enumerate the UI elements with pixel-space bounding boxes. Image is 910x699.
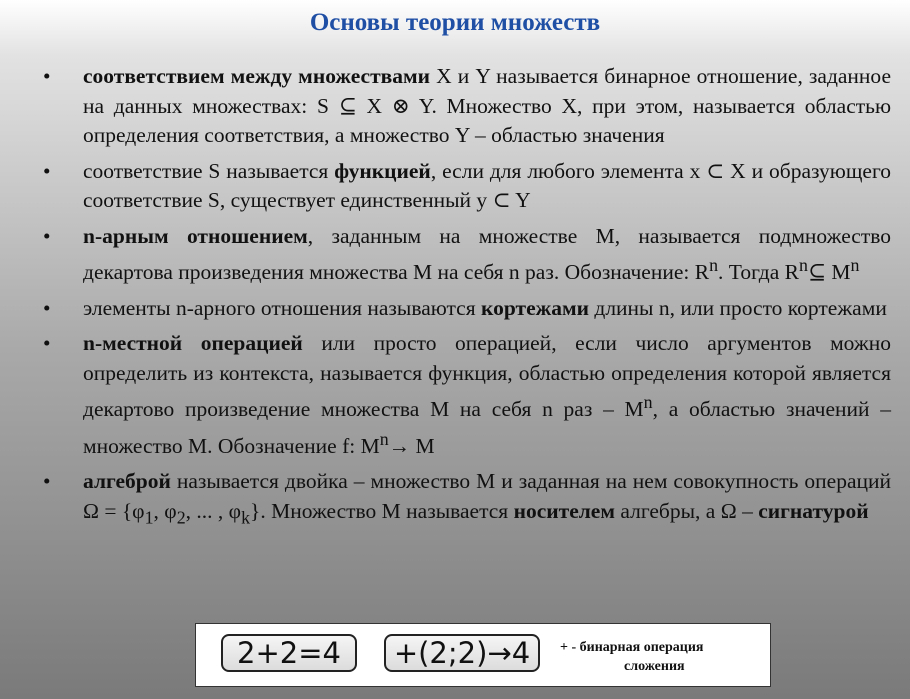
list-item-operation: • n-местной операцией или просто операцией, если число аргументов можно определить из контекста, называется функция, областью определения которой является декартово произведение множества M на себя n раз – $M^n$, а областью значений – множество M. Обозначение f: $M^n\to M$ bbox=[43, 331, 892, 458]
bullet: • bbox=[43, 158, 51, 183]
arrow-symbol: → bbox=[388, 433, 411, 458]
formula-infix: 2+2=4 bbox=[221, 634, 357, 672]
list-item-algebra: • алгеброй называется двойка – множество M и заданная на нем совокупность операций $\Omega = \{\varphi_1$, $\varphi_2$, ... , $\varphi_k$}. Множество M называется носителем алгебры, а Ω – сигнатурой bbox=[43, 469, 891, 528]
example-box bbox=[195, 623, 771, 687]
subset-symbol: ⊂ bbox=[706, 158, 725, 183]
note-line-1: + - бинарная операция bbox=[560, 640, 704, 655]
list-item-correspondence: • соответствием между множествами X и Y называется бинарное отношение, заданное на данных множествах: S ⊆ X ⊗ Y. Множество X, при этом, называется областью определения соответствия, а множество Y – областью значения bbox=[43, 64, 892, 147]
term-algebra: алгеброй bbox=[83, 469, 171, 494]
example-note bbox=[560, 638, 730, 676]
bullet: • bbox=[43, 331, 51, 356]
bullet: • bbox=[43, 295, 51, 320]
bullet: • bbox=[43, 223, 51, 248]
term-correspondence: соответствием между множествами bbox=[83, 64, 431, 88]
note-line-2: сложения bbox=[624, 659, 685, 674]
otimes-symbol: ⊗ bbox=[391, 93, 410, 118]
term-operation: n-местной операцией bbox=[83, 331, 303, 356]
term-tuples: кортежами bbox=[480, 295, 589, 320]
bullet: • bbox=[43, 469, 51, 494]
page-title: Основы теории множеств bbox=[309, 9, 601, 36]
term-function: функцией bbox=[334, 158, 431, 183]
list-item-n-ary-relation: • n-арным отношением, заданным на множестве M, называется подмножество декартова произведения множества M на себя n раз. Обозначение: $R^n$. Тогда $R^n⊆$ $M^n$ bbox=[43, 223, 891, 285]
subset-symbol: ⊂ bbox=[492, 188, 511, 212]
subseteq-symbol: ⊆ bbox=[807, 260, 826, 285]
term-n-ary-relation: n-арным отношением bbox=[83, 223, 308, 248]
formula-prefix: +(2;2)→4 bbox=[384, 634, 540, 672]
term-carrier: носителем bbox=[513, 498, 615, 523]
subseteq-symbol: ⊆ bbox=[338, 93, 357, 118]
list-item-function: • соответствие S называется функцией, если для любого элемента x ⊂ X и образующего соответствие S, существует единственный y ⊂ Y bbox=[43, 158, 891, 212]
list-item-tuples: • элементы n-арного отношения называются кортежами длины n, или просто кортежами bbox=[0, 294, 910, 324]
definition-list bbox=[0, 62, 910, 539]
term-signature: сигнатурой bbox=[758, 498, 869, 523]
bullet: • bbox=[43, 64, 51, 88]
